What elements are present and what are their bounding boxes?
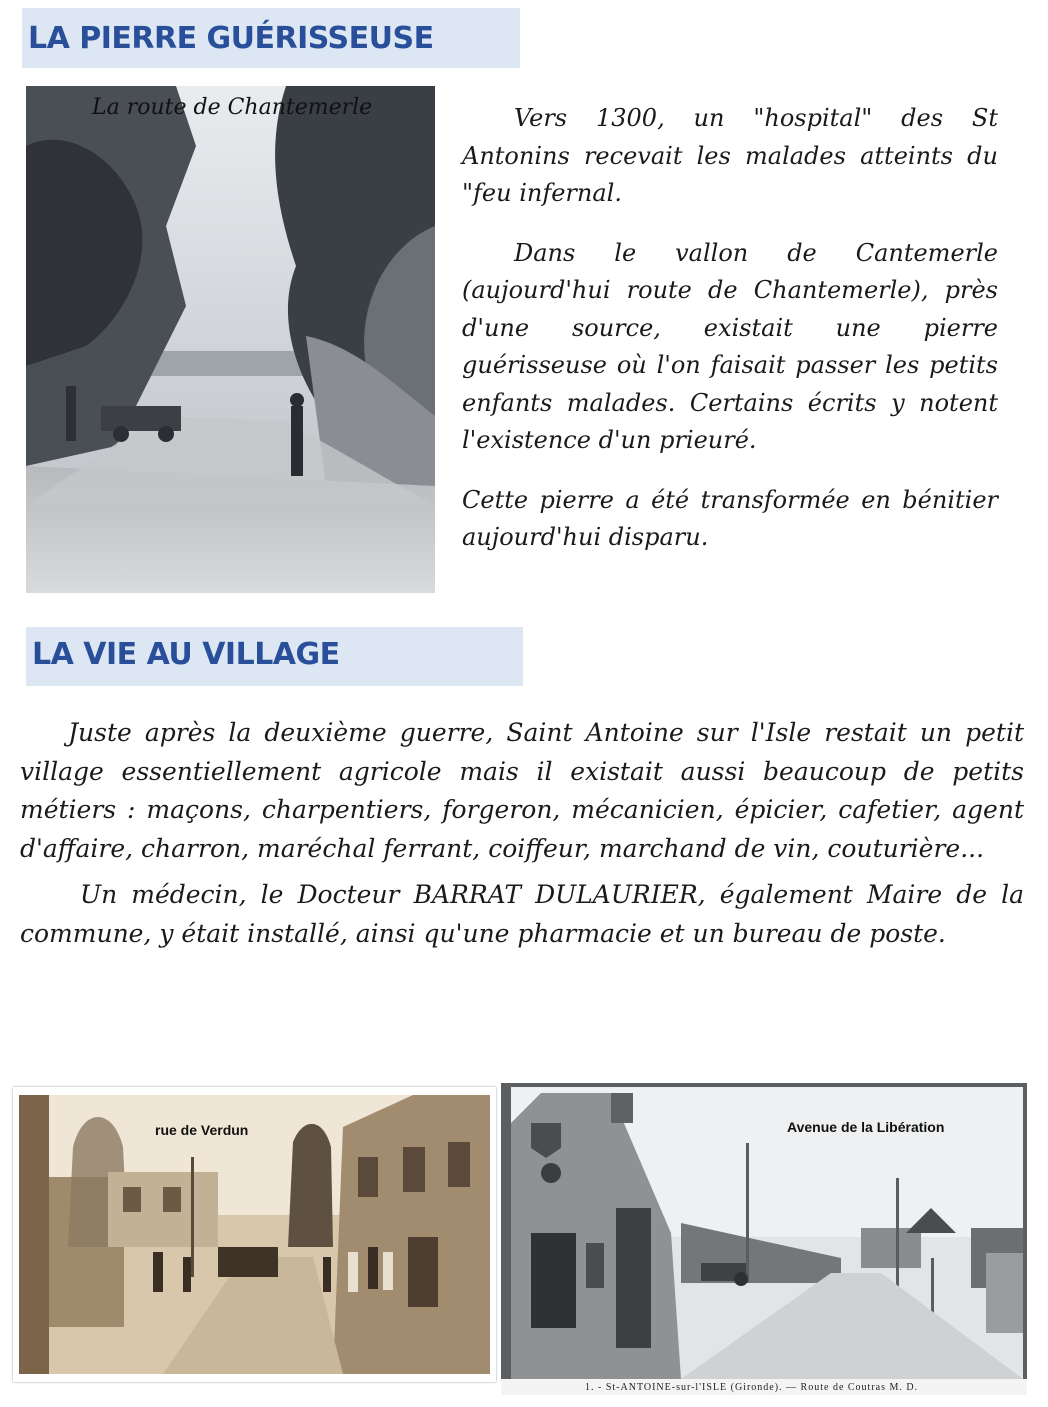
photo-route-chantemerle bbox=[26, 86, 435, 593]
photo-rue-de-verdun bbox=[13, 1087, 496, 1382]
photo-avenue-liberation-image bbox=[501, 1083, 1027, 1395]
village-paragraph-2: Un médecin, le Docteur BARRAT DULAURIER, également Maire de la commune, y était installé, ainsi qu'une pharmacie et un bureau de poste. bbox=[20, 880, 1024, 948]
village-text-block bbox=[20, 714, 1024, 961]
photo-rue-de-verdun-image bbox=[13, 1087, 496, 1382]
intro-paragraph-1: Vers 1300, un "hospital" des St Antonins recevait les malades atteints du "feu infernal. bbox=[462, 104, 998, 207]
intro-paragraph-2: Dans le vallon de Cantemerle (aujourd'hui route de Chantemerle), près d'une source, existait une pierre guérisseuse où l'on faisait passer les petits enfants malades. Certains écrits y notent l'existence d'un prieuré. bbox=[462, 238, 998, 454]
photo-caption-liberation: Avenue de la Libération bbox=[787, 1119, 945, 1135]
postcard-footer-text: 1. - St-ANTOINE-sur-l'ISLE (Gironde). — Route de Coutras M. D. bbox=[585, 1382, 919, 1393]
photo-caption-chantemerle: La route de Chantemerle bbox=[92, 95, 373, 120]
section-banner-pierre bbox=[22, 8, 520, 68]
section-title-pierre: LA PIERRE GUÉRISSEUSE bbox=[28, 21, 434, 56]
section-title-village: LA VIE AU VILLAGE bbox=[32, 637, 340, 672]
photo-avenue-liberation bbox=[501, 1083, 1027, 1395]
intro-paragraph-3: Cette pierre a été transformée en bénitier aujourd'hui disparu. bbox=[462, 485, 998, 551]
photo-route-chantemerle-image bbox=[26, 86, 435, 593]
photo-caption-verdun: rue de Verdun bbox=[155, 1122, 249, 1138]
intro-text-block bbox=[462, 100, 998, 579]
section-banner-village bbox=[26, 627, 523, 686]
village-paragraph-1: Juste après la deuxième guerre, Saint Antoine sur l'Isle restait un petit village essentiellement agricole mais il existait aussi beaucoup de petits métiers : maçons, charpentiers, forgeron, mécanicien, épicier, cafetier, agent d'affaire, charron, maréchal ferrant, coiffeur, marchand de vin, couturière... bbox=[20, 718, 1024, 863]
